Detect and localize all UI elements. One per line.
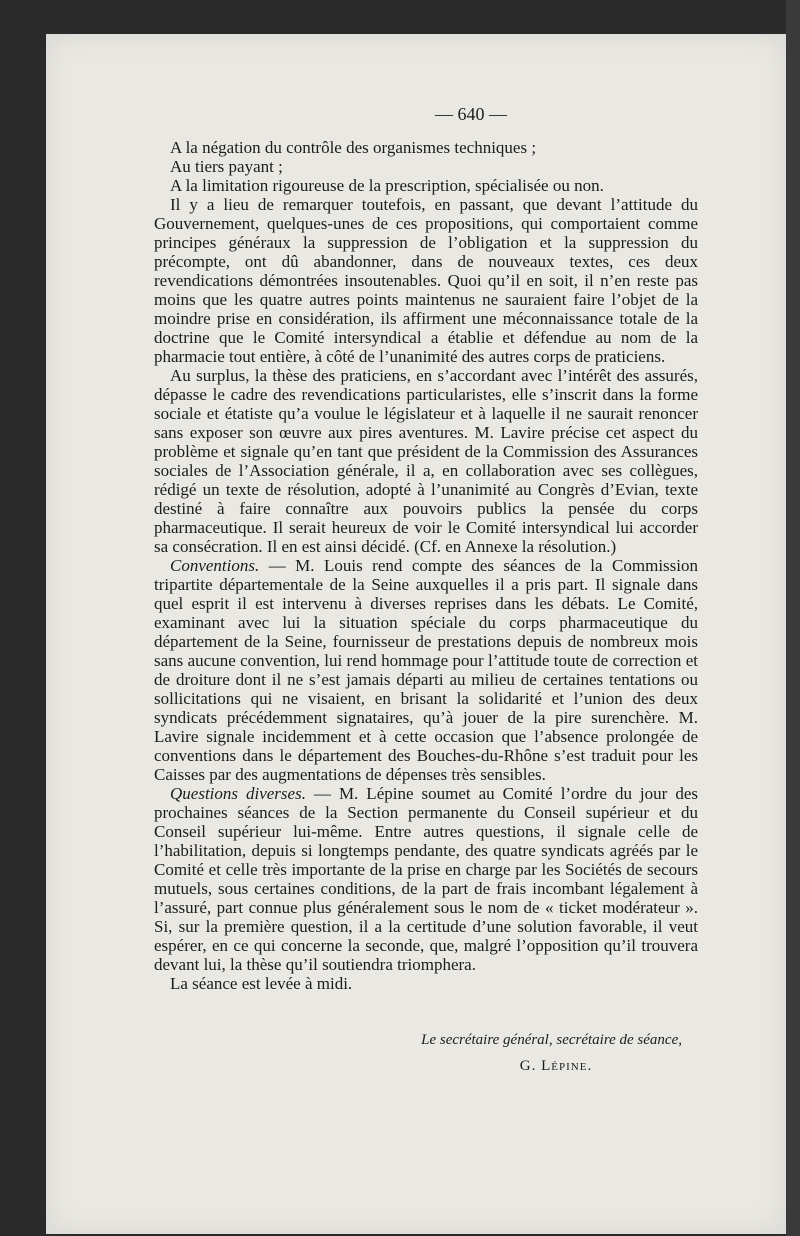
page-number: — 640 —: [435, 104, 507, 124]
document-page: [46, 34, 786, 1234]
paragraph: Il y a lieu de remarquer toutefois, en passant, que devant l’attitude du Gouvernement, quelques-unes de ces propositions, qui comportaient comme principes généraux la suppression de l’obligation et la suppression du précompte, ont dû abandonner, dans de nouveaux textes, ces deux revendications démontrées insoutenables. Quoi qu’il en soit, il n’en reste pas moins que les quatre autres points maintenus ne sauraient faire l’objet de la moindre prise en considération, ils affirment une méconnaissance totale de la doctrine que le Comité intersyndical a établie et défendue au nom de la pharmacie tout entière, à côté de l’unanimité des autres corps de praticiens.: [154, 195, 698, 366]
section-text: — M. Lépine soumet au Comité l’ordre du jour des prochaines séances de la Section permanente du Conseil supérieur et du Conseil supérieur lui-même. Entre autres questions, il signale celle de l’habilitation, depuis si longtemps pendante, des quatre syndicats agréés par le Comité et celle très importante de la prise en charge par les Sociétés de secours mutuels, sous certaines conditions, de la part de frais incombant légalement à l’assuré, part connue plus généralement sous le nom de « ticket modérateur ». Si, sur la première question, il a la certitude d’une solution favorable, il veut espérer, en ce qui concerne la seconde, que, malgré l’opposition qu’il trouvera devant lui, la thèse qu’il soutiendra triomphera.: [154, 784, 698, 974]
section-conventions: [154, 556, 698, 784]
paragraph: A la négation du contrôle des organismes techniques ;: [170, 138, 537, 157]
signature-name: G. Lépine.: [519, 1058, 593, 1074]
section-heading: Conventions.: [170, 556, 260, 575]
paragraph: Au surplus, la thèse des praticiens, en s’accordant avec l’intérêt des assurés, dépasse le cadre des revendications particularistes, elle s’inscrit dans la forme sociale et étatiste qu’a voulue le législateur et à laquelle il ne saurait renoncer sans exposer son œuvre aux pires aventures. M. Lavire précise cet aspect du problème et signale qu’en tant que président de la Commission des Assurances sociales de l’Association générale, il a, en collaboration avec ses collègues, rédigé un texte de résolution, adopté à l’unanimité au Congrès d’Evian, texte destiné à faire connaître aux pouvoirs publics la pensée du corps pharmaceutique. Il serait heureux de voir le Comité intersyndical lui accorder sa consécration. Il en est ainsi décidé. (Cf. en Annexe la résolution.): [154, 366, 698, 556]
section-questions: [154, 784, 698, 974]
paragraph: Au tiers payant ;: [170, 157, 283, 176]
signature-title: Le secrétaire général, secrétaire de séance,: [421, 1032, 682, 1048]
closing-line: La séance est levée à midi.: [170, 974, 353, 993]
body-text: [154, 138, 698, 993]
section-text: — M. Louis rend compte des séances de la Commission tripartite départementale de la Seine auxquelles il a pris part. Il signale dans quel esprit il est intervenu à diverses reprises dans les débats. Le Comité, examinant avec lui la situation spéciale du corps pharmaceutique du département de la Seine, fournisseur de prestations depuis de nombreux mois sans aucune convention, lui rend hommage pour l’attitude toute de correction et de droiture dont il ne s’est jamais départi au milieu de certaines tentations ou sollicitations qui ne visaient, en brisant la solidarité et l’union des deux syndicats précédemment signataires, qu’à jouer de la pire surenchère. M. Lavire signale incidemment et à cette occasion que l’absence prolongée de conventions dans le département des Bouches-du-Rhône s’est traduit pour les Caisses par des augmentations de dépenses très sensibles.: [154, 556, 698, 784]
section-heading: Questions diverses.: [170, 784, 306, 803]
page-edge: [786, 0, 800, 1236]
paragraph: A la limitation rigoureuse de la prescription, spécialisée ou non.: [170, 176, 604, 195]
